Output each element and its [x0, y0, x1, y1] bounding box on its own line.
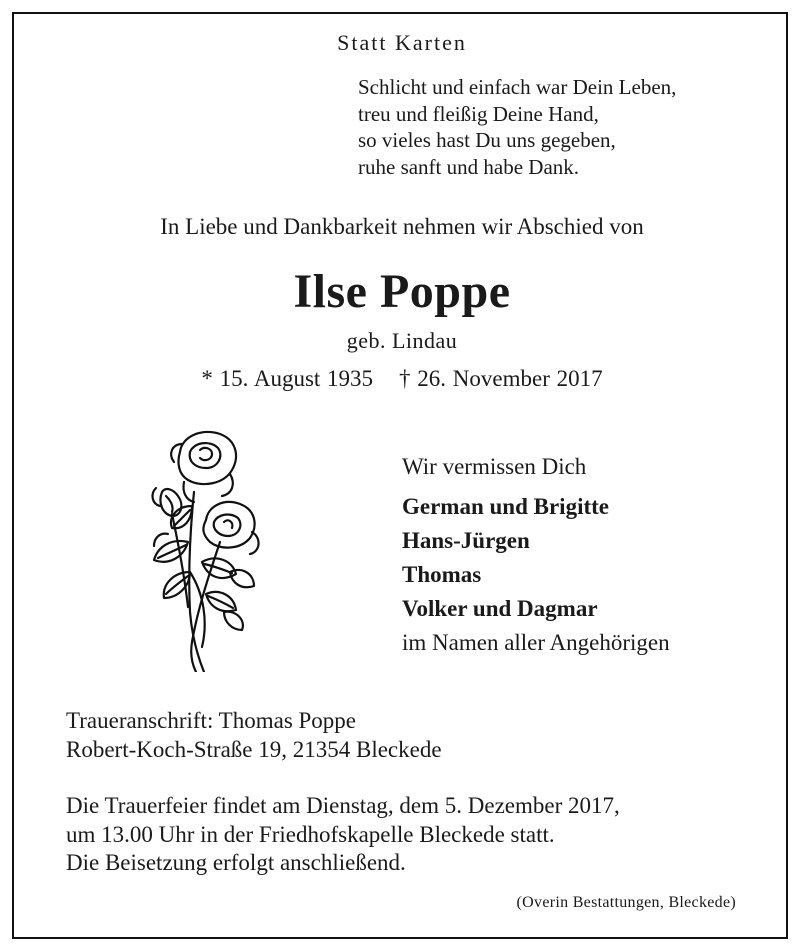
family-member: Volker und Dagmar [402, 596, 598, 621]
family-intro: Wir vermissen Dich [402, 454, 587, 479]
intro-text: In Liebe und Dankbarkeit nehmen wir Abschied von [160, 214, 644, 239]
maiden-name: geb. Lindau [346, 328, 458, 353]
ceremony-info [66, 792, 620, 878]
obituary-card [12, 12, 788, 939]
life-dates [14, 366, 790, 392]
poem-line: ruhe sanft und habe Dank. [358, 154, 580, 179]
poem-line: so vieles hast Du uns gegeben, [358, 128, 616, 152]
family-block [402, 450, 670, 660]
poem-line: treu und fleißig Deine Hand, [358, 101, 599, 126]
funeral-home-credit: (Overin Bestattungen, Bleckede) [516, 894, 736, 911]
family-member: Hans-Jürgen [402, 528, 530, 553]
family-member: Thomas [402, 562, 482, 587]
birth-date: * 15. August 1935 [201, 366, 374, 391]
poem-line: Schlicht und einfach war Dein Leben, [358, 75, 677, 99]
poem [358, 74, 676, 180]
mourning-address [66, 706, 442, 764]
header-statt-karten: Statt Karten [337, 30, 467, 55]
family-member: German und Brigitte [402, 494, 609, 519]
address-line: Robert-Koch-Straße 19, 21354 Bleckede [66, 737, 442, 762]
deceased-name: Ilse Poppe [293, 265, 511, 318]
ceremony-line: um 13.00 Uhr in der Friedhofskapelle Bleckede statt. [66, 821, 555, 847]
rose-illustration [132, 422, 262, 677]
address-line: Traueranschrift: Thomas Poppe [66, 708, 357, 733]
family-closing: im Namen aller Angehörigen [402, 630, 670, 655]
ceremony-line: Die Beisetzung erfolgt anschließend. [66, 850, 406, 875]
death-date: † 26. November 2017 [399, 366, 603, 391]
ceremony-line: Die Trauerfeier findet am Dienstag, dem 5. Dezember 2017, [66, 793, 620, 818]
